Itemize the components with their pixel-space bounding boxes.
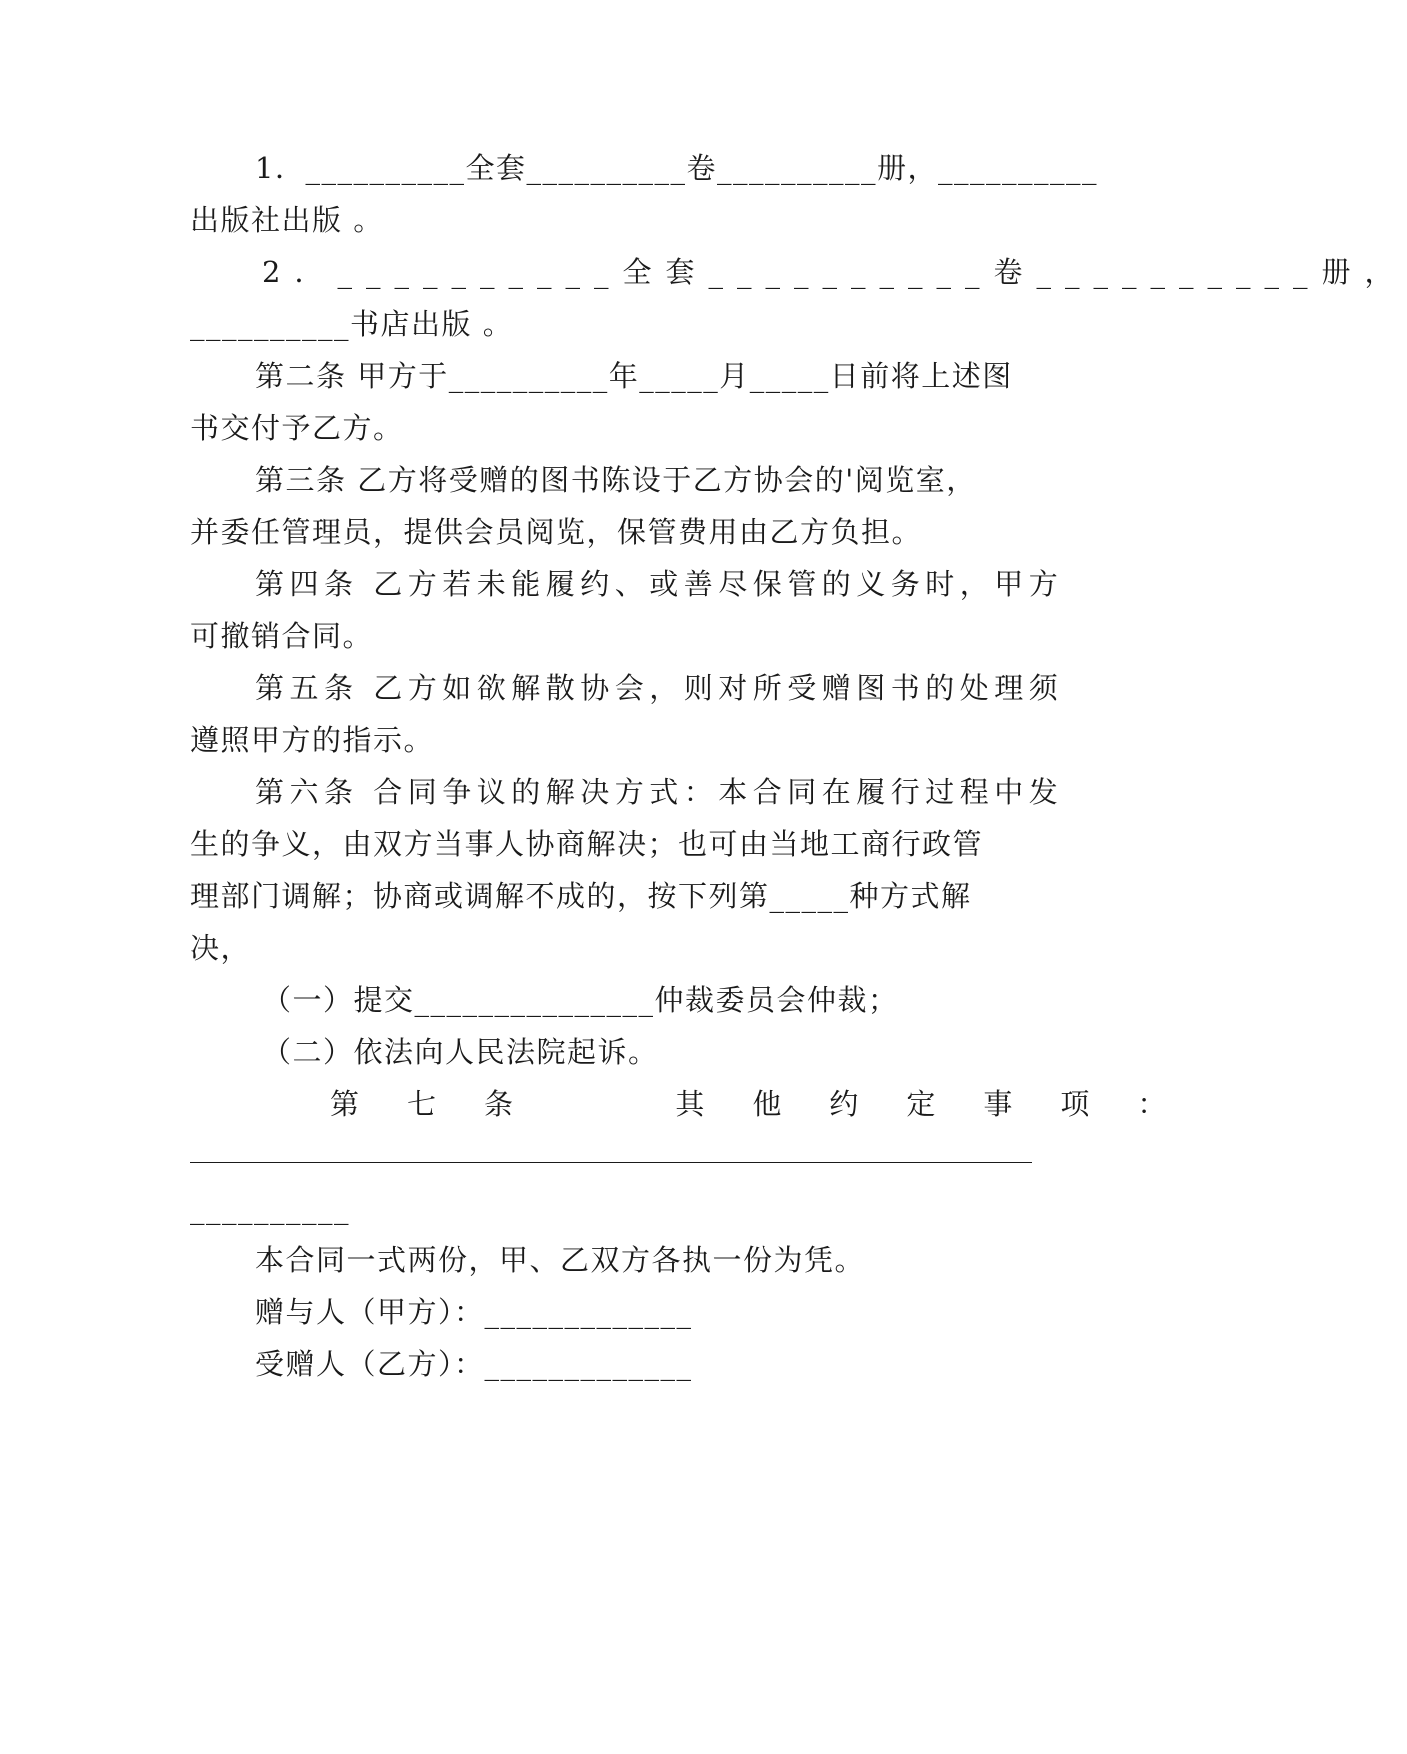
article-2-line-2: 书交付予乙方。 xyxy=(190,411,404,445)
article-3-line-1: 第三条 乙方将受赠的图书陈设于乙方协会的'阅览室， xyxy=(255,463,977,497)
article-3-line-2: 并委任管理员，提供会员阅览，保管费用由乙方负担。 xyxy=(190,515,923,549)
donor-signature-line: 赠与人（甲方）：_____________ xyxy=(255,1295,693,1329)
article-4-line-1: 第四条 乙方若未能履约、或善尽保管的义务时，甲方 xyxy=(255,567,1064,601)
article-7-blank-continuation: __________ xyxy=(190,1191,350,1225)
article-7-blank-rule xyxy=(190,1162,1032,1163)
option-2-line: （二）依法向人民法院起诉。 xyxy=(262,1035,659,1069)
item-1-line: 1．__________全套__________卷__________册，__________ xyxy=(255,151,1098,185)
option-1-line: （一）提交_______________仲裁委员会仲裁； xyxy=(262,983,899,1017)
article-2-line-1: 第二条 甲方于__________年_____月_____日前将上述图 xyxy=(255,359,1013,393)
article-5-line-2: 遵照甲方的指示。 xyxy=(190,723,435,757)
item-2-continuation: __________书店出版 。 xyxy=(190,307,514,341)
item-2-line: 2．__________全套__________卷__________册， xyxy=(262,255,1407,289)
article-6-line-1: 第六条 合同争议的解决方式：本合同在履行过程中发 xyxy=(255,775,1064,809)
copies-line: 本合同一式两份，甲、乙双方各执一份为凭。 xyxy=(255,1243,866,1277)
item-1-continuation: 出版社出版 。 xyxy=(190,203,384,237)
article-6-line-2: 生的争义，由双方当事人协商解决；也可由当地工商行政管 xyxy=(190,827,984,861)
article-6-line-4: 决， xyxy=(190,931,252,965)
article-6-line-3: 理部门调解；协商或调解不成的，按下列第_____种方式解 xyxy=(190,879,972,913)
article-7-line: 第七条 其他约定事项： xyxy=(330,1087,1215,1121)
article-5-line-1: 第五条 乙方如欲解散协会，则对所受赠图书的处理须 xyxy=(255,671,1064,705)
recipient-signature-line: 受赠人（乙方）：_____________ xyxy=(255,1347,693,1381)
article-4-line-2: 可撤销合同。 xyxy=(190,619,374,653)
